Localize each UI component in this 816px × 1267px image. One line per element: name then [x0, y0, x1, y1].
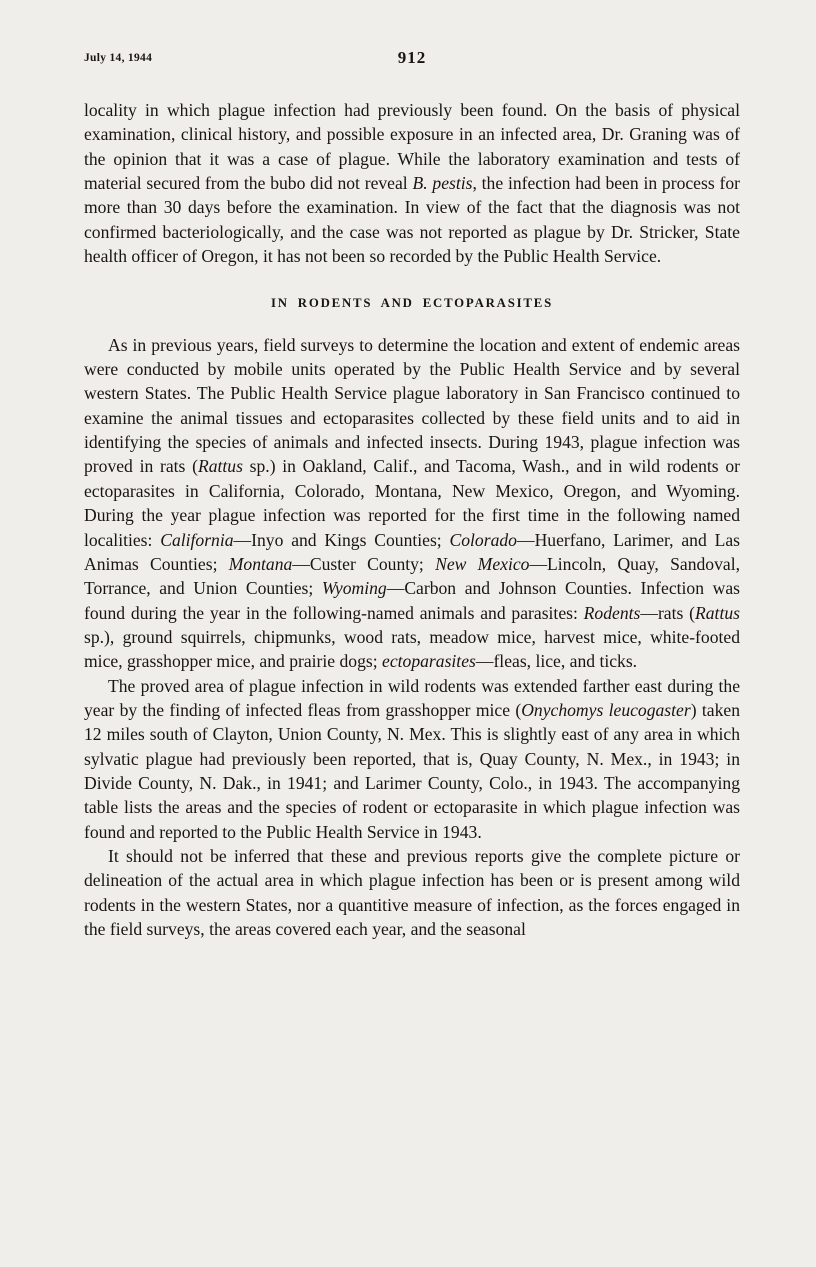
page-number: 912	[397, 48, 427, 67]
document-body	[84, 98, 740, 941]
paragraph: locality in which plague infection had previously been found. On the basis of physical examination, clinical history, and possible exposure in an infected area, Dr. Graning was of the opinion that it was a case of plague. While the laboratory examination and tests of material secured from the bubo did not reveal B. pestis, the infection had been in process for more than 30 days before the examination. In view of the fact that the diagnosis was not confirmed bacteriologically, and the case was not reported as plague by Dr. Stricker, State health officer of Oregon, it has not been so recorded by the Public Health Service.	[84, 100, 740, 267]
issue-date: July 14, 1944	[84, 52, 153, 64]
paragraph: It should not be inferred that these and previous reports give the complete picture or delineation of the actual area in which plague infection has been or is present among wild rodents in the western States, nor a quantitive measure of infection, as the forces engaged in the field surveys, the areas covered each year, and the seasonal	[84, 845, 740, 939]
section-heading: IN RODENTS AND ECTOPARASITES	[270, 296, 553, 311]
paragraph: The proved area of plague infection in wild rodents was extended farther east during the year by the finding of infected fleas from grasshopper mice (Onychomys leucogaster) taken 12 miles south of Clayton, Union County, N. Mex. This is slightly east of any area in which sylvatic plague had previously been reported, that is, Quay County, N. Mex., in 1943; in Divide County, N. Dak., in 1941; and Larimer County, Colo., in 1943. The accompanying table lists the areas and the species of rodent or ectoparasite in which plague infection was found and reported to the Public Health Service in 1943.	[84, 675, 740, 842]
paragraph: As in previous years, field surveys to determine the location and extent of endemic areas were conducted by mobile units operated by the Public Health Service and by several western States. The Public Health Service plague laboratory in San Francisco continued to examine the animal tissues and ectoparasites collected by these field units and to aid in identifying the species of animals and infected insects. During 1943, plague infection was proved in rats (Rattus sp.) in Oakland, Calif., and Tacoma, Wash., and in wild rodents or ectoparasites in California, Colorado, Montana, New Mexico, Oregon, and Wyoming. During the year plague infection was reported for the first time in the following named localities: California—Inyo and Kings Counties; Colorado—Huerfano, Larimer, and Las Animas Counties; Montana—Custer County; New Mexico—Lincoln, Quay, Sandoval, Torrance, and Union Counties; Wyoming—Carbon and Johnson Counties. Infection was found during the year in the following-named animals and parasites: Rodents—rats (Rattus sp.), ground squirrels, chipmunks, wood rats, meadow mice, harvest mice, white-footed mice, grasshopper mice, and prairie dogs; ectoparasites—fleas, lice, and ticks.	[84, 334, 740, 672]
page-header	[84, 48, 740, 72]
